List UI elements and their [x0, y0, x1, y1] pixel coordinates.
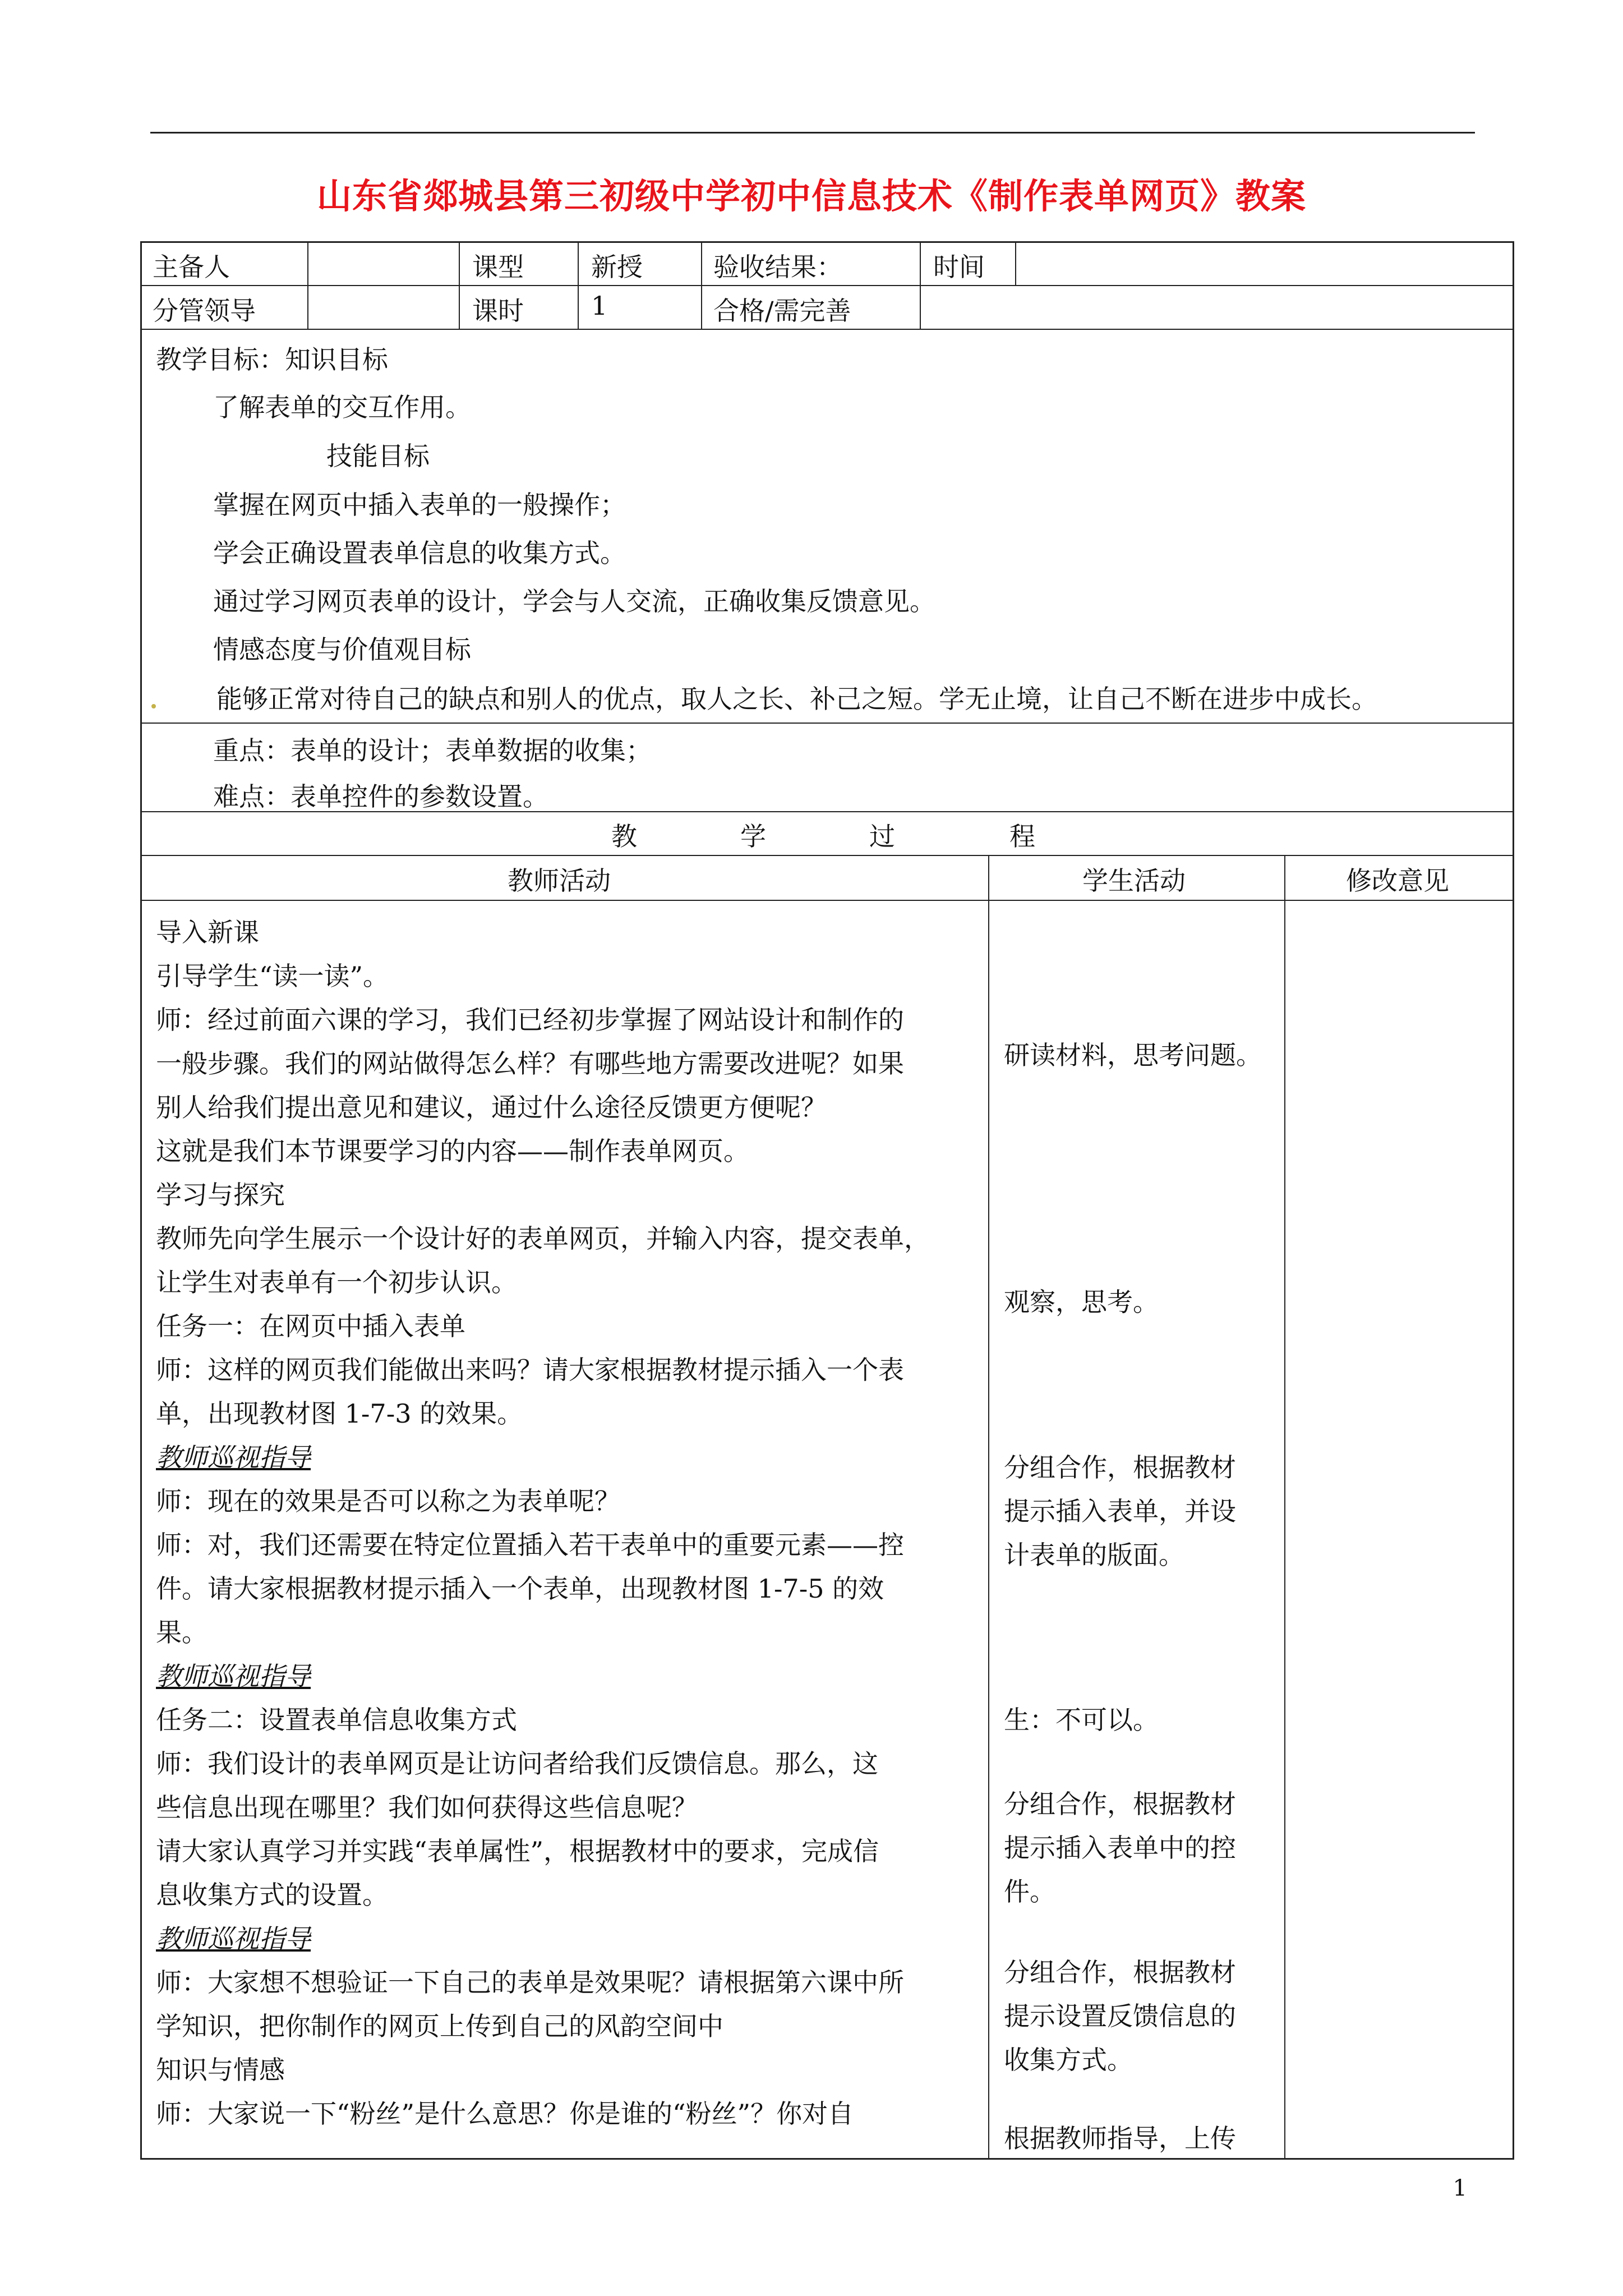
header-rule	[150, 132, 1475, 134]
teacher-line: 单，出现教材图 1-7-3 的效果。	[156, 1398, 523, 1429]
info-divider	[578, 241, 579, 330]
info-divider	[1015, 241, 1016, 286]
teacher-line: 师：这样的网页我们能做出来吗？请大家根据教材提示插入一个表	[156, 1355, 904, 1385]
objectives-line: 掌握在网页中插入表单的一般操作；	[213, 490, 626, 520]
teacher-line: 别人给我们提出意见和建议，通过什么途径反馈更方便呢？	[156, 1092, 827, 1122]
remarks-column-header: 修改意见	[1346, 866, 1449, 896]
process-heading-row	[140, 811, 1514, 856]
teacher-column	[988, 855, 989, 2160]
objectives-line: 学会正确设置表单信息的收集方式。	[213, 538, 626, 568]
info-divider	[701, 241, 702, 330]
teacher-column-header: 教师活动	[508, 866, 611, 896]
teacher-line: 师：大家想不想验证一下自己的表单是效果呢？请根据第六课中所	[156, 1967, 904, 1998]
stray-mark	[151, 704, 156, 708]
student-line: 研读材料，思考问题。	[1004, 1040, 1262, 1070]
teacher-line: 请大家认真学习并实践“表单属性”，根据教材中的要求，完成信	[156, 1836, 879, 1866]
page-title: 山东省郯城县第三初级中学初中信息技术《制作表单网页》教案	[316, 176, 1306, 217]
student-line: 根据教师指导，上传	[1004, 2123, 1236, 2154]
objectives-line: 了解表单的交互作用。	[213, 392, 471, 422]
teacher-line: 导入新课	[156, 917, 259, 947]
teacher-line: 这就是我们本节课要学习的内容——制作表单网页。	[156, 1136, 749, 1166]
teacher-line: 些信息出现在哪里？我们如何获得这些信息呢？	[156, 1792, 698, 1823]
teacher-line: 任务一：在网页中插入表单	[156, 1311, 465, 1341]
student-line: 生：不可以。	[1004, 1705, 1159, 1735]
key-point-line: 难点：表单控件的参数设置。	[213, 781, 548, 812]
objectives-line: 能够正常对待自己的缺点和别人的优点，取人之长、补己之短。学无止境，让自己不断在进步中成长。	[216, 684, 1377, 714]
column-header-row	[140, 855, 1514, 901]
student-line: 件。	[1004, 1876, 1055, 1907]
teacher-line: 师：对，我们还需要在特定位置插入若干表单中的重要元素——控	[156, 1530, 904, 1560]
teacher-line: 引导学生“读一读”。	[156, 961, 389, 991]
info-divider	[920, 241, 921, 330]
teacher-line: 师：大家说一下“粉丝”是什么意思？你是谁的“粉丝”？你对自	[156, 2099, 854, 2129]
teacher-line: 师：现在的效果是否可以称之为表单呢？	[156, 1486, 620, 1516]
student-line: 分组合作，根据教材	[1004, 1452, 1236, 1483]
student-line: 分组合作，根据教材	[1004, 1957, 1236, 1987]
student-line: 收集方式。	[1004, 2045, 1133, 2075]
info-divider	[307, 241, 308, 330]
objectives-line: 情感态度与价值观目标	[213, 634, 471, 665]
student-line: 计表单的版面。	[1004, 1540, 1184, 1570]
teacher-line: 果。	[156, 1617, 208, 1648]
teacher-line: 师：我们设计的表单网页是让访问者给我们反馈信息。那么，这	[156, 1749, 878, 1779]
process-heading-char: 教	[611, 821, 637, 852]
teacher-line: 学知识，把你制作的网页上传到自己的风韵空间中	[156, 2011, 723, 2041]
info-hours-value: 1	[591, 291, 608, 321]
teacher-line-emphasis: 教师巡视指导	[156, 1924, 311, 1954]
teacher-line: 师：经过前面六课的学习，我们已经初步掌握了网站设计和制作的	[156, 1005, 904, 1035]
info-leader-label: 分管领导	[153, 296, 256, 326]
info-divider	[459, 241, 460, 330]
student-line: 提示设置反馈信息的	[1004, 2001, 1236, 2031]
info-type-value: 新授	[591, 252, 643, 282]
info-time-label: 时间	[933, 252, 985, 282]
teacher-line: 息收集方式的设置。	[156, 1880, 388, 1910]
teacher-line: 教师先向学生展示一个设计好的表单网页，并输入内容，提交表单，	[156, 1223, 930, 1254]
objectives-line: 技能目标	[326, 441, 430, 471]
key-point-line: 重点：表单的设计；表单数据的收集；	[213, 735, 652, 766]
process-heading-char: 过	[869, 821, 895, 852]
teacher-line: 件。请大家根据教材提示插入一个表单，出现教材图 1-7-5 的效	[156, 1573, 884, 1604]
teacher-line-emphasis: 教师巡视指导	[156, 1661, 311, 1691]
objectives-line: 教学目标：知识目标	[156, 344, 388, 375]
teacher-line-emphasis: 教师巡视指导	[156, 1442, 311, 1473]
student-line: 提示插入表单，并设	[1004, 1496, 1236, 1526]
student-line: 提示插入表单中的控	[1004, 1833, 1236, 1863]
process-heading-char: 学	[740, 821, 766, 852]
info-check-label: 验收结果：	[713, 252, 842, 282]
teacher-line: 学习与探究	[156, 1180, 285, 1210]
student-column	[1284, 855, 1285, 2160]
teacher-line: 让学生对表单有一个初步认识。	[156, 1267, 517, 1297]
student-line: 分组合作，根据教材	[1004, 1789, 1236, 1819]
info-result-value: 合格/需完善	[713, 296, 851, 326]
page-number: 1	[1453, 2175, 1467, 2201]
objectives-line: 通过学习网页表单的设计，学会与人交流，正确收集反馈意见。	[213, 586, 935, 616]
process-heading-char: 程	[1009, 821, 1035, 852]
teacher-line: 知识与情感	[156, 2055, 285, 2085]
info-owner-label: 主备人	[153, 252, 230, 282]
info-hours-label: 课时	[472, 296, 524, 326]
student-line: 观察，思考。	[1004, 1287, 1159, 1317]
teacher-line: 任务二：设置表单信息收集方式	[156, 1705, 517, 1735]
teacher-line: 一般步骤。我们的网站做得怎么样？有哪些地方需要改进呢？如果	[156, 1048, 904, 1079]
student-column-header: 学生活动	[1082, 866, 1186, 896]
info-type-label: 课型	[472, 252, 524, 282]
